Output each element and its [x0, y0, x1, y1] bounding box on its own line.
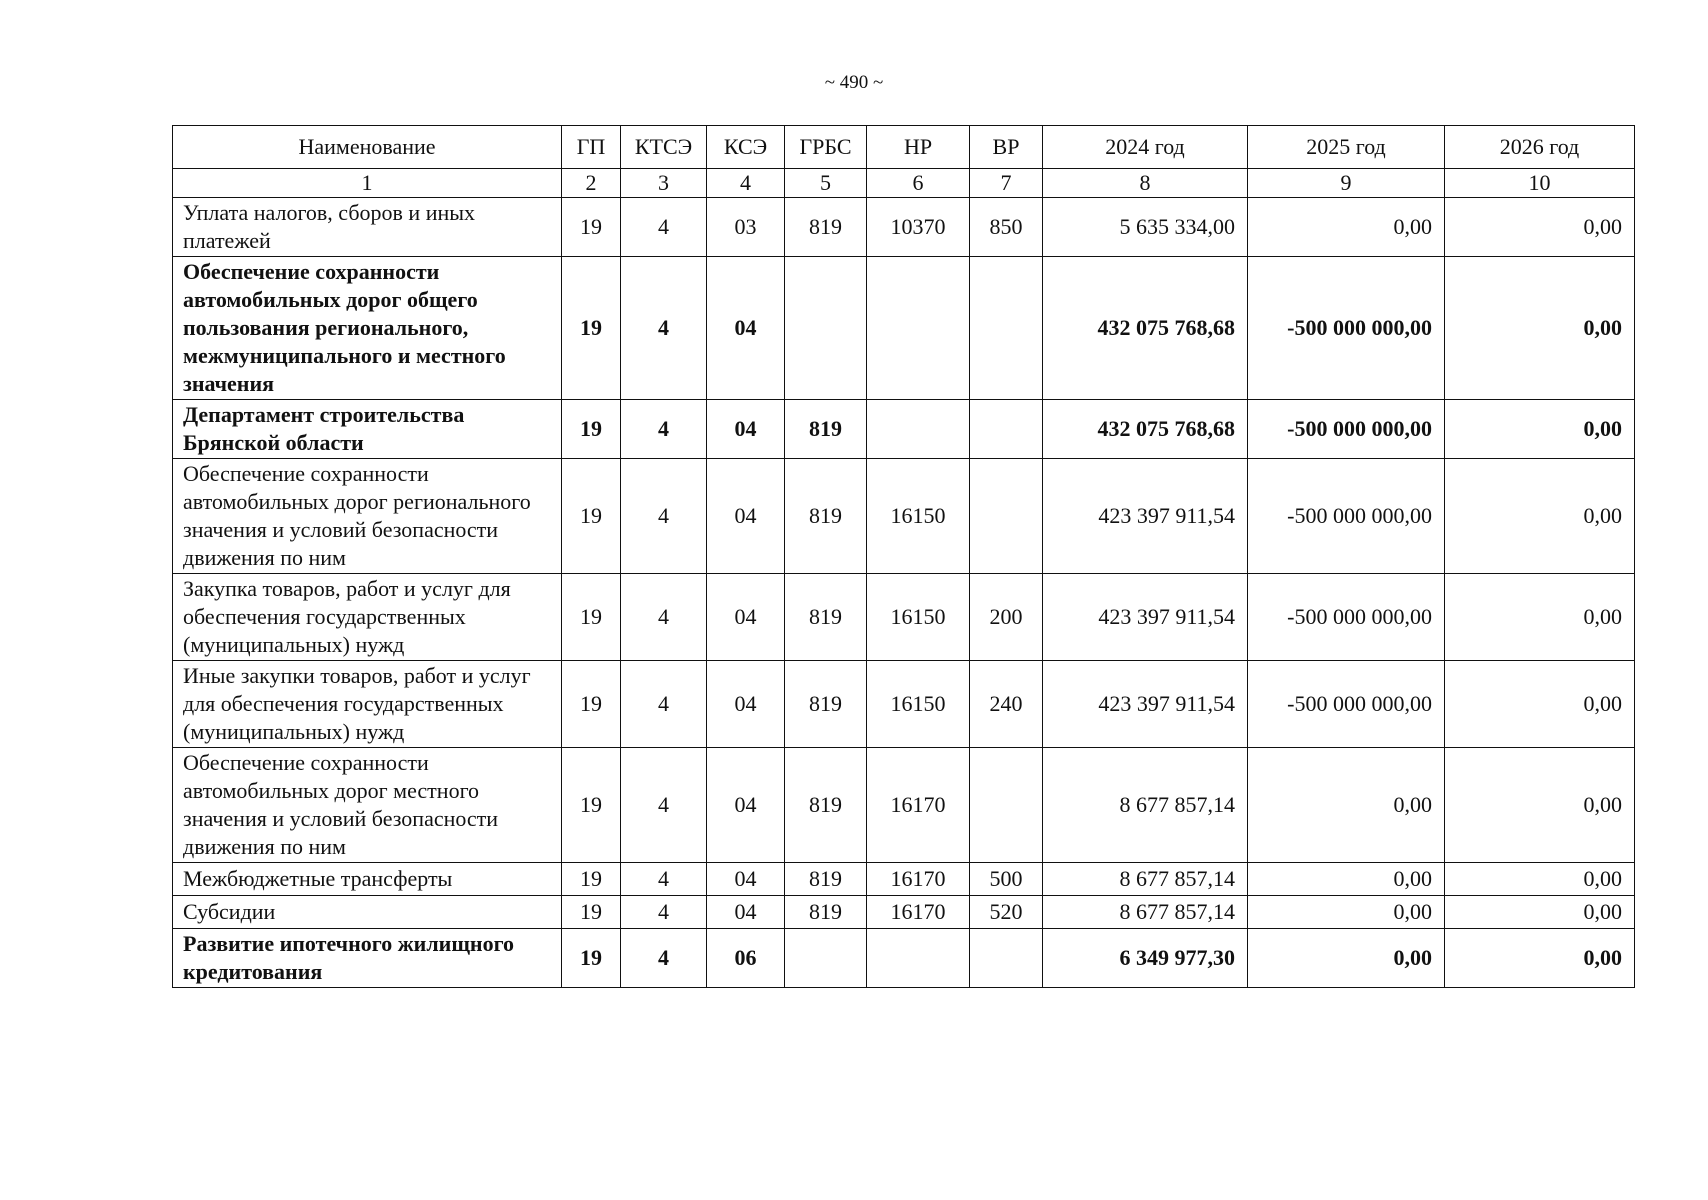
row-amount-2024: 423 397 911,54 [1043, 574, 1248, 661]
row-amount-2025: 0,00 [1248, 896, 1445, 929]
column-number: 9 [1248, 169, 1445, 198]
column-number: 5 [785, 169, 867, 198]
row-ktse: 4 [621, 896, 707, 929]
row-nr: 16170 [867, 896, 970, 929]
row-vr [970, 400, 1043, 459]
row-amount-2025: -500 000 000,00 [1248, 257, 1445, 400]
row-grbs: 819 [785, 459, 867, 574]
header-2025: 2025 год [1248, 126, 1445, 169]
row-grbs: 819 [785, 896, 867, 929]
row-kse: 04 [707, 661, 785, 748]
header-kse: КСЭ [707, 126, 785, 169]
table-row [173, 459, 1635, 574]
column-number: 4 [707, 169, 785, 198]
row-vr [970, 929, 1043, 988]
row-vr [970, 459, 1043, 574]
header-grbs: ГРБС [785, 126, 867, 169]
row-grbs: 819 [785, 661, 867, 748]
table-row [173, 198, 1635, 257]
row-nr: 16170 [867, 748, 970, 863]
row-ktse: 4 [621, 661, 707, 748]
column-number: 7 [970, 169, 1043, 198]
row-ktse: 4 [621, 257, 707, 400]
row-amount-2024: 8 677 857,14 [1043, 896, 1248, 929]
row-ktse: 4 [621, 198, 707, 257]
row-name: Обеспечение сохранности автомобильных дорог местного значения и условий безопасности движения по ним [173, 748, 562, 863]
row-nr [867, 400, 970, 459]
row-vr: 850 [970, 198, 1043, 257]
table-row [173, 661, 1635, 748]
row-nr: 16150 [867, 459, 970, 574]
row-amount-2026: 0,00 [1445, 400, 1635, 459]
row-gp: 19 [562, 863, 621, 896]
row-amount-2026: 0,00 [1445, 459, 1635, 574]
row-name: Иные закупки товаров, работ и услуг для обеспечения государственных (муниципальных) нужд [173, 661, 562, 748]
row-amount-2024: 423 397 911,54 [1043, 661, 1248, 748]
header-name: Наименование [173, 126, 562, 169]
row-grbs [785, 257, 867, 400]
row-amount-2025: 0,00 [1248, 748, 1445, 863]
row-name: Департамент строительства Брянской области [173, 400, 562, 459]
row-gp: 19 [562, 896, 621, 929]
row-kse: 04 [707, 574, 785, 661]
table-row [173, 574, 1635, 661]
header-2024: 2024 год [1043, 126, 1248, 169]
header-nr: НР [867, 126, 970, 169]
row-nr [867, 257, 970, 400]
column-number: 6 [867, 169, 970, 198]
row-ktse: 4 [621, 863, 707, 896]
row-nr: 16150 [867, 574, 970, 661]
row-amount-2026: 0,00 [1445, 929, 1635, 988]
column-number: 10 [1445, 169, 1635, 198]
table-body [173, 169, 1635, 988]
row-amount-2024: 432 075 768,68 [1043, 257, 1248, 400]
row-name: Уплата налогов, сборов и иных платежей [173, 198, 562, 257]
row-amount-2025: 0,00 [1248, 198, 1445, 257]
row-amount-2025: -500 000 000,00 [1248, 400, 1445, 459]
row-vr: 500 [970, 863, 1043, 896]
table-row [173, 896, 1635, 929]
row-amount-2025: -500 000 000,00 [1248, 661, 1445, 748]
row-amount-2025: -500 000 000,00 [1248, 459, 1445, 574]
header-2026: 2026 год [1445, 126, 1635, 169]
row-amount-2025: 0,00 [1248, 929, 1445, 988]
row-grbs: 819 [785, 574, 867, 661]
table-row [173, 257, 1635, 400]
row-amount-2024: 6 349 977,30 [1043, 929, 1248, 988]
row-amount-2026: 0,00 [1445, 748, 1635, 863]
row-ktse: 4 [621, 748, 707, 863]
column-number: 8 [1043, 169, 1248, 198]
row-name: Обеспечение сохранности автомобильных дорог общего пользования регионального, межмуниципального и местного значения [173, 257, 562, 400]
row-kse: 04 [707, 896, 785, 929]
row-amount-2026: 0,00 [1445, 574, 1635, 661]
row-amount-2024: 8 677 857,14 [1043, 748, 1248, 863]
row-vr: 520 [970, 896, 1043, 929]
header-gp: ГП [562, 126, 621, 169]
row-nr [867, 929, 970, 988]
row-gp: 19 [562, 198, 621, 257]
row-amount-2026: 0,00 [1445, 896, 1635, 929]
row-amount-2024: 423 397 911,54 [1043, 459, 1248, 574]
table-row [173, 863, 1635, 896]
row-kse: 04 [707, 863, 785, 896]
column-number: 1 [173, 169, 562, 198]
row-nr: 10370 [867, 198, 970, 257]
row-amount-2026: 0,00 [1445, 661, 1635, 748]
row-amount-2025: -500 000 000,00 [1248, 574, 1445, 661]
row-vr: 200 [970, 574, 1043, 661]
row-amount-2026: 0,00 [1445, 198, 1635, 257]
row-name: Закупка товаров, работ и услуг для обеспечения государственных (муниципальных) нужд [173, 574, 562, 661]
row-ktse: 4 [621, 574, 707, 661]
header-vr: ВР [970, 126, 1043, 169]
row-gp: 19 [562, 661, 621, 748]
row-name: Субсидии [173, 896, 562, 929]
row-grbs: 819 [785, 748, 867, 863]
header-row [173, 126, 1635, 169]
row-vr: 240 [970, 661, 1043, 748]
column-number: 3 [621, 169, 707, 198]
row-amount-2024: 8 677 857,14 [1043, 863, 1248, 896]
row-gp: 19 [562, 400, 621, 459]
table-row [173, 400, 1635, 459]
row-vr [970, 257, 1043, 400]
row-amount-2024: 432 075 768,68 [1043, 400, 1248, 459]
column-number: 2 [562, 169, 621, 198]
row-ktse: 4 [621, 929, 707, 988]
row-kse: 04 [707, 257, 785, 400]
page-number: ~ 490 ~ [824, 72, 884, 93]
row-gp: 19 [562, 748, 621, 863]
row-gp: 19 [562, 929, 621, 988]
row-kse: 06 [707, 929, 785, 988]
table-row [173, 748, 1635, 863]
row-grbs: 819 [785, 198, 867, 257]
row-grbs [785, 929, 867, 988]
row-grbs: 819 [785, 863, 867, 896]
row-name: Развитие ипотечного жилищного кредитования [173, 929, 562, 988]
row-name: Межбюджетные трансферты [173, 863, 562, 896]
budget-table [172, 125, 1635, 988]
column-number-row [173, 169, 1635, 198]
row-gp: 19 [562, 574, 621, 661]
table-row [173, 929, 1635, 988]
row-kse: 04 [707, 748, 785, 863]
row-name: Обеспечение сохранности автомобильных дорог регионального значения и условий безопасности движения по ним [173, 459, 562, 574]
row-gp: 19 [562, 459, 621, 574]
row-ktse: 4 [621, 459, 707, 574]
row-amount-2026: 0,00 [1445, 257, 1635, 400]
row-kse: 04 [707, 400, 785, 459]
row-ktse: 4 [621, 400, 707, 459]
row-gp: 19 [562, 257, 621, 400]
row-nr: 16150 [867, 661, 970, 748]
header-ktse: КТСЭ [621, 126, 707, 169]
row-vr [970, 748, 1043, 863]
row-amount-2024: 5 635 334,00 [1043, 198, 1248, 257]
row-kse: 04 [707, 459, 785, 574]
row-amount-2025: 0,00 [1248, 863, 1445, 896]
row-kse: 03 [707, 198, 785, 257]
row-amount-2026: 0,00 [1445, 863, 1635, 896]
row-nr: 16170 [867, 863, 970, 896]
row-grbs: 819 [785, 400, 867, 459]
